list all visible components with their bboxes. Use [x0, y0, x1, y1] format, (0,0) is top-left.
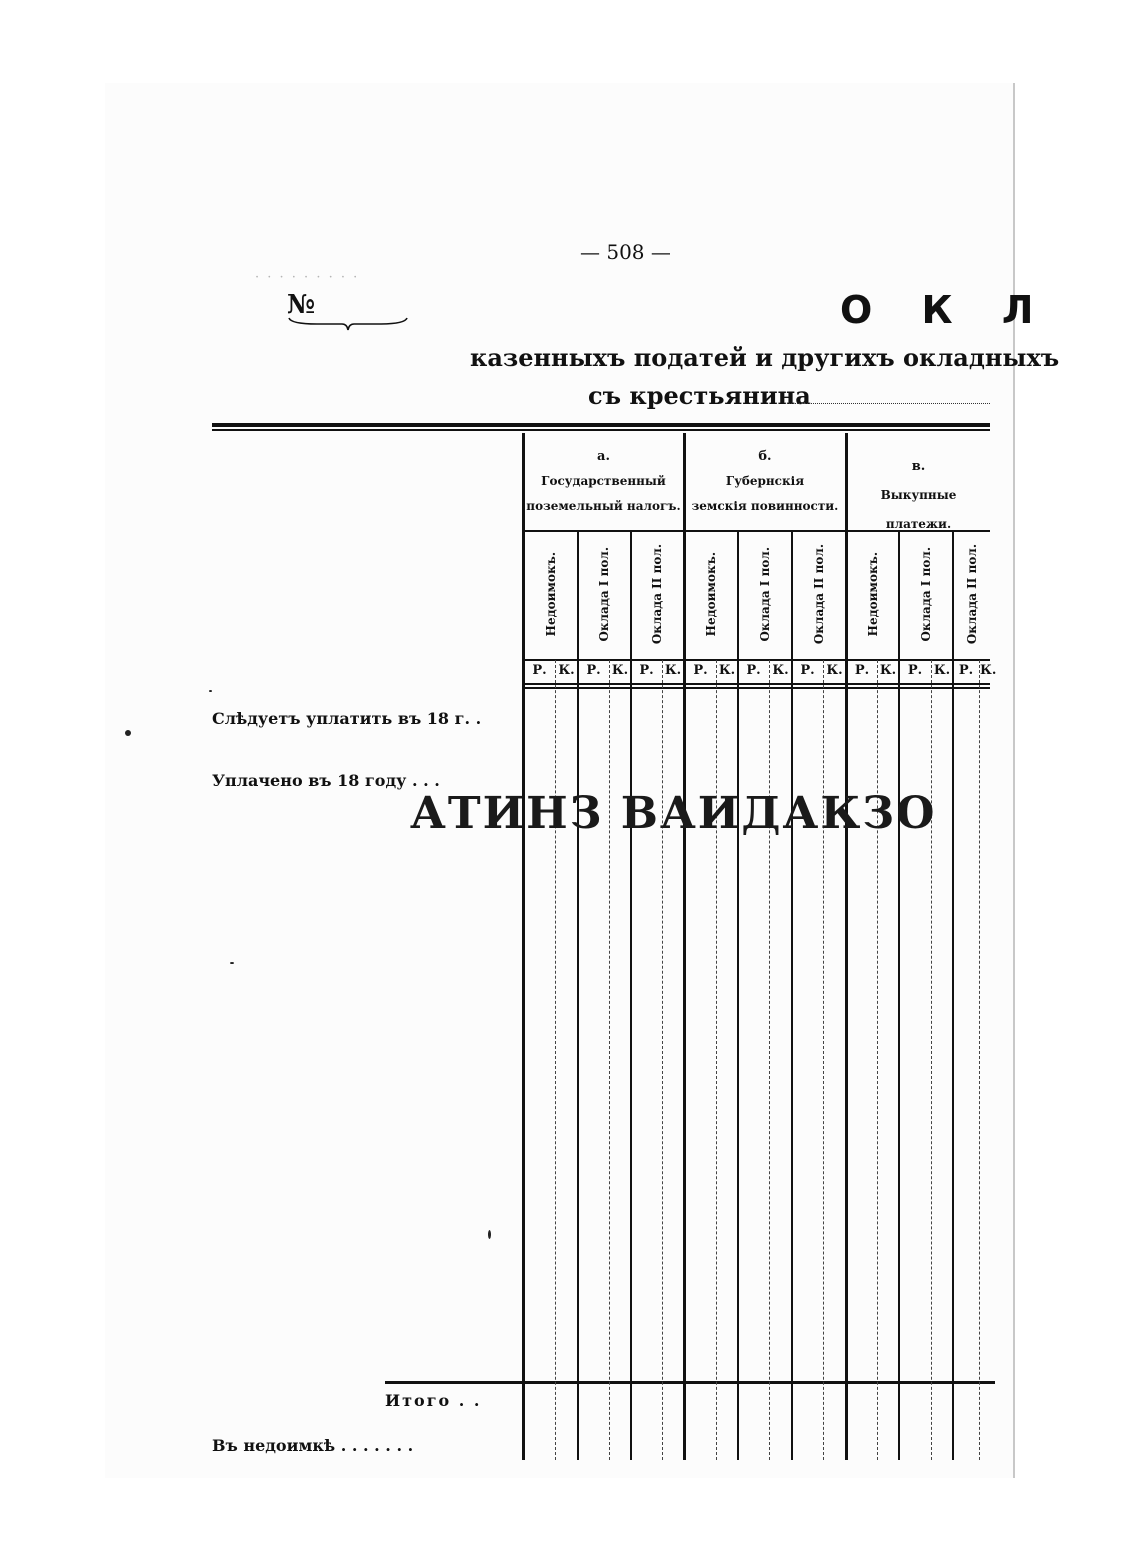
ink-speck: [209, 690, 212, 692]
group-letter-b: б.: [758, 449, 772, 464]
header-thick-rule: [212, 423, 990, 427]
name-fill-line: [785, 403, 990, 404]
rubles-label: Р.: [958, 663, 974, 678]
rubles-label: Р.: [693, 663, 708, 678]
subheader-label: Оклада II пол.: [650, 543, 664, 645]
subheader-label: Оклада II пол.: [811, 543, 826, 645]
faint-bleed-text: · · · · · · · · ·: [255, 270, 360, 285]
rubles-label: Р.: [639, 663, 654, 678]
row-label-total: Итого . .: [385, 1391, 482, 1410]
subtitle-line2: съ крестьянина: [588, 381, 811, 410]
subheader-col: [953, 535, 990, 653]
subheader-label: Недоимокъ.: [704, 551, 718, 637]
group-title-a2: поземельный налогъ.: [526, 499, 681, 513]
document-title: О К Л: [840, 288, 1052, 332]
subheader-col: [792, 535, 845, 653]
rubles-label: Р.: [907, 663, 923, 678]
library-stamp: АТИНЗ ВАИДАКЗО: [410, 788, 937, 839]
row-label-paid: Уплачено въ 18 году . . .: [212, 771, 440, 790]
rubles-label: Р.: [586, 663, 601, 678]
kopecks-label: К.: [933, 663, 951, 678]
kopecks-label: К.: [879, 663, 897, 678]
subheader-label: Оклада II пол.: [964, 543, 979, 645]
kopecks-label: К.: [980, 663, 997, 678]
group-title-b2: земскія повинности.: [691, 499, 839, 513]
subheader-col: [578, 535, 630, 653]
rubles-label: Р.: [800, 663, 815, 678]
number-sign: №: [287, 290, 316, 320]
subheader-label: Недоимокъ.: [543, 551, 558, 637]
subheader-col: [631, 535, 683, 653]
row-label-due: Слѣдуетъ уплатить въ 18 г. .: [212, 709, 482, 728]
group-header-redemption: [847, 452, 990, 539]
kopecks-label: К.: [826, 663, 843, 678]
rubles-label: Р.: [746, 663, 761, 678]
subheader-col: [738, 535, 791, 653]
row-label-arrears: Въ недоимкѣ . . . . . . .: [212, 1436, 414, 1455]
ink-speck: [488, 1230, 491, 1239]
kopecks-label: К.: [611, 663, 629, 678]
group-header-zemstvo: [685, 444, 845, 519]
subheader-col: [899, 535, 952, 653]
brace-mark: [287, 316, 409, 334]
rubles-label: Р.: [854, 663, 870, 678]
subheader-label: Оклада I пол.: [757, 546, 772, 642]
subheader-col: [685, 535, 737, 653]
header-thin-rule: [212, 429, 990, 431]
group-title-b1: Губернскія: [725, 474, 805, 488]
group-title-a1: Государственный: [541, 474, 666, 488]
subheader-col: [847, 535, 898, 653]
group-letter-a: а.: [597, 449, 610, 464]
group-title-v2: Выкупные платежи.: [880, 488, 957, 531]
subtitle-line1: казенныхъ податей и другихъ окладныхъ: [470, 343, 1060, 372]
group-header-state-tax: [524, 444, 683, 519]
kopecks-label: К.: [718, 663, 736, 678]
subheader-label: Оклада I пол.: [597, 546, 611, 642]
page-number: — 508 —: [580, 240, 671, 264]
subheader-label: Оклада I пол.: [918, 546, 933, 642]
kopecks-label: К.: [558, 663, 575, 678]
rubles-label: Р.: [532, 663, 547, 678]
kopecks-label: К.: [664, 663, 682, 678]
subheader-label: Недоимокъ.: [865, 551, 880, 637]
subheader-col: [524, 535, 577, 653]
kopecks-label: К.: [772, 663, 789, 678]
ink-speck: [230, 962, 234, 964]
ink-speck: [125, 730, 131, 736]
group-letter-v: в.: [911, 459, 926, 474]
